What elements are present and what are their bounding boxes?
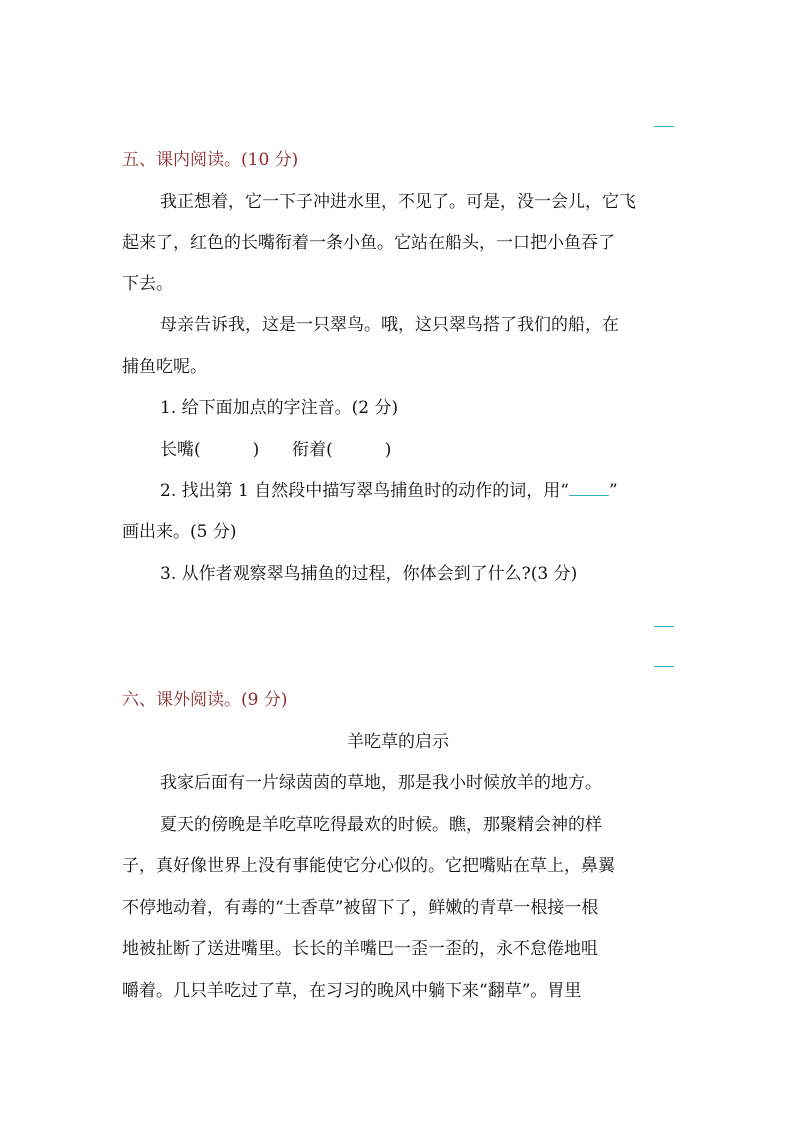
word-changzui: 长嘴( [160, 440, 201, 460]
question-1-answers [160, 438, 674, 462]
underline-symbol [569, 481, 609, 496]
paren-close-2: ) [384, 440, 392, 460]
answer-line-q3-1[interactable] [654, 626, 674, 627]
question-2 [160, 479, 674, 503]
question-3: 3. 从作者观察翠鸟捕鱼的过程，你体会到了什么?(3 分) [160, 564, 578, 584]
section5-heading: 五、课内阅读。(10 分) [122, 150, 299, 170]
section5-passage-line-5: 捕鱼吃呢。 [122, 357, 207, 377]
section5-passage-line-2: 起来了，红色的长嘴衔着一条小鱼。它站在船头，一口把小鱼吞了 [122, 233, 615, 253]
section6-passage-line-4: 不停地动着，有毒的“土香草”被留下了，鲜嫩的青草一根接一根 [122, 898, 599, 918]
section5-passage-line-3: 下去。 [122, 274, 173, 294]
section6-passage-line-2: 夏天的傍晚是羊吃草吃得最欢的时候。瞧，那聚精会神的样 [160, 815, 602, 835]
word-xianzhe: 衔着( [292, 440, 333, 460]
answer-line-top[interactable] [654, 126, 674, 127]
section6-passage-line-1: 我家后面有一片绿茵茵的草地，那是我小时候放羊的地方。 [160, 773, 602, 793]
section6-heading: 六、课外阅读。(9 分) [122, 690, 288, 710]
section6-passage-line-5: 地被扯断了送进嘴里。长长的羊嘴巴一歪一歪的，永不怠倦地咀 [122, 939, 598, 959]
question-2-quote-end: ” [608, 481, 618, 501]
section5-passage-line-4: 母亲告诉我，这是一只翠鸟。哦，这只翠鸟搭了我们的船，在 [160, 315, 619, 335]
answer-line-q3-2[interactable] [654, 666, 674, 667]
question-1: 1. 给下面加点的字注音。(2 分) [160, 398, 399, 418]
section6-passage-line-3: 子，真好像世界上没有事能使它分心似的。它把嘴贴在草上，鼻翼 [122, 856, 615, 876]
section5-passage-line-1: 我正想着，它一下子冲进水里，不见了。可是，没一会儿，它飞 [160, 192, 636, 212]
passage-title: 羊吃草的启示 [347, 732, 449, 752]
section6-passage-line-6: 嚼着。几只羊吃过了草，在习习的晚风中躺下来“翻草”。胃里 [122, 981, 582, 1001]
question-2-text: 2. 找出第 1 自然段中描写翠鸟捕鱼时的动作的词，用“ [160, 481, 569, 501]
question-2-line-2: 画出来。(5 分) [122, 522, 237, 542]
paren-close-1: ) [252, 440, 260, 460]
